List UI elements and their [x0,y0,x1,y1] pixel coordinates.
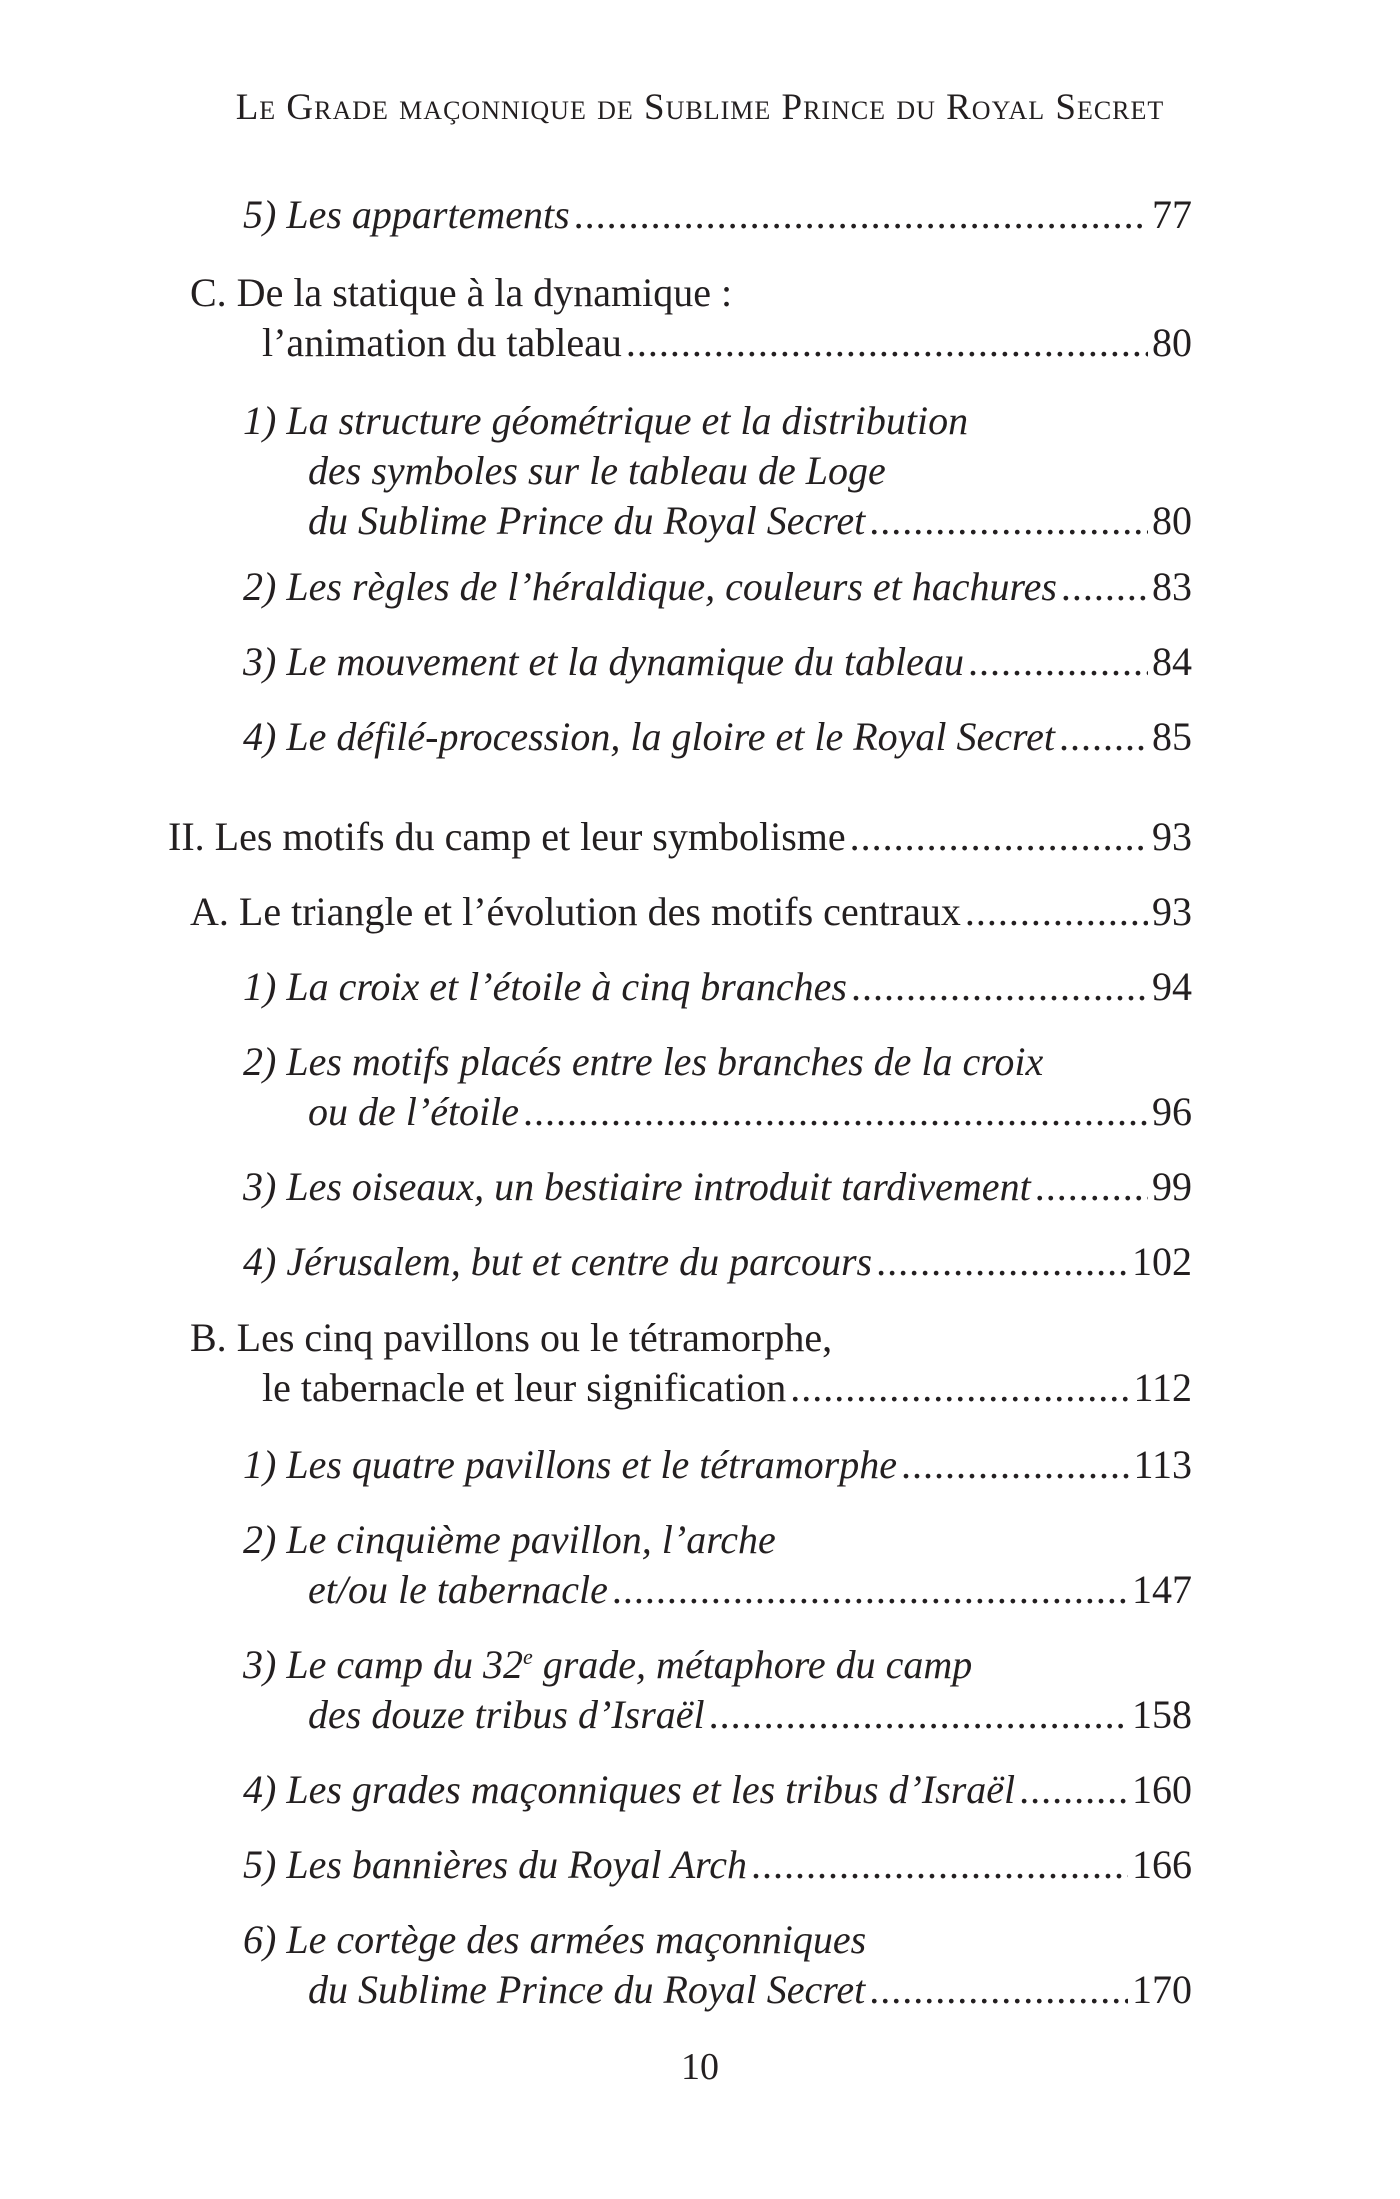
toc-entry-title: 1) La croix et l’étoile à cinq branches [243,964,847,1009]
dot-leader [869,496,1148,546]
toc-entry-line [243,1915,866,1965]
toc-entry-title: 3) Le mouvement et la dynamique du tableau [243,639,964,684]
toc-page-number: 96 [1152,1089,1192,1134]
dot-leader [709,1690,1128,1740]
toc-entry-title: du Sublime Prince du Royal Secret [308,1967,866,2012]
toc-entry-title: 4) Le défilé-procession, la gloire et le Royal Secret [243,714,1055,759]
running-header: Le Grade maçonnique de Sublime Prince du Royal Secret [235,87,1165,128]
toc-page-number: 160 [1132,1767,1192,1812]
toc-entry-title-rest: grade, métaphore du camp [532,1642,973,1687]
toc-entry-title: du Sublime Prince du Royal Secret [308,498,866,543]
toc-page-number: 80 [1152,320,1192,365]
page-number: 10 [681,2046,719,2088]
toc-entry-line [190,268,732,318]
toc-entry-title: A. Le triangle et l’évolution des motifs centraux [190,889,961,934]
toc-entry-title: 5) Les appartements [243,192,570,237]
toc-entry-line [243,396,968,446]
toc-entry-title: 4) Jérusalem, but et centre du parcours [243,1239,873,1284]
toc-page-number: 93 [1152,889,1192,934]
toc-entry-line [243,1037,1043,1087]
toc-entry-title: B. Les cinq pavillons ou le tétramorphe, [190,1315,833,1360]
dot-leader [751,1840,1128,1890]
toc-page-number: 84 [1152,639,1192,684]
dot-leader [968,637,1148,687]
dot-leader [1035,1162,1148,1212]
toc-page-number: 158 [1132,1692,1192,1737]
toc-entry-title: 6) Le cortège des armées maçonniques [243,1917,867,1962]
toc-entry-line [243,1237,1192,1287]
toc-entry-line [308,1087,1192,1137]
toc-page-number: 85 [1152,714,1192,759]
superscript: e [522,1644,533,1669]
toc-entry-line [243,962,1192,1012]
toc-entry-title: 4) Les grades maçonniques et les tribus d’Israël [243,1767,1016,1812]
toc-entry-line [243,190,1192,240]
toc-entry-line [243,1515,776,1565]
toc-entry-title: ou de l’étoile [308,1089,520,1134]
toc-page-number: 170 [1132,1967,1192,2012]
toc-page-number: 80 [1152,498,1192,543]
toc-page-number: 83 [1152,564,1192,609]
dot-leader [1059,712,1148,762]
dot-leader [901,1440,1130,1490]
toc-page-number: 77 [1152,192,1192,237]
dot-leader [574,190,1148,240]
toc-entry-line [308,496,1192,546]
toc-entry-line [190,887,1192,937]
toc-entry-line [262,318,1192,368]
toc-entry-title: C. De la statique à la dynamique : [190,270,733,315]
dot-leader [612,1565,1128,1615]
dot-leader [851,962,1148,1012]
toc-entry-title: l’animation du tableau [262,320,622,365]
toc-page-number: 166 [1132,1842,1192,1887]
dot-leader [965,887,1148,937]
toc-entry-line [308,1690,1192,1740]
toc-entry-title: 1) Les quatre pavillons et le tétramorphe [243,1442,897,1487]
toc-entry-line [308,1965,1192,2015]
toc-entry-line [243,712,1192,762]
toc-entry-line [308,1565,1192,1615]
toc-entry-line [190,1313,832,1363]
toc-entry-title: des douze tribus d’Israël [308,1692,705,1737]
dot-leader [876,1237,1128,1287]
toc-entry-title: 2) Les règles de l’héraldique, couleurs et hachures [243,564,1057,609]
toc-page-number: 99 [1152,1164,1192,1209]
toc-entry-title: 3) Le camp du 32 [243,1642,523,1687]
toc-page-number: 113 [1133,1442,1192,1487]
toc-page-number: 102 [1132,1239,1192,1284]
toc-entry-title: des symboles sur le tableau de Loge [308,448,886,493]
toc-page-number: 93 [1152,814,1192,859]
dot-leader [1061,562,1148,612]
toc-page-number: 147 [1132,1567,1192,1612]
dot-leader [850,812,1148,862]
toc-entry-line [243,637,1192,687]
toc-page-number: 112 [1133,1365,1192,1410]
toc-entry-title: 5) Les bannières du Royal Arch [243,1842,748,1887]
toc-entry-line [243,1440,1192,1490]
toc-entry-line [308,446,886,496]
toc-entry-line [262,1363,1192,1413]
toc-entry-title: 1) La structure géométrique et la distribution [243,398,969,443]
toc-entry-line [243,1640,972,1690]
toc-entry-title: 2) Le cinquième pavillon, l’arche [243,1517,776,1562]
toc-entry-line [243,1162,1192,1212]
dot-leader [790,1363,1129,1413]
toc-entry-line [243,1840,1192,1890]
toc-entry-title: le tabernacle et leur signification [262,1365,787,1410]
toc-entry-title: 2) Les motifs placés entre les branches de la croix [243,1039,1044,1084]
toc-entry-title: 3) Les oiseaux, un bestiaire introduit tardivement [243,1164,1031,1209]
dot-leader [869,1965,1128,2015]
dot-leader [626,318,1148,368]
dot-leader [523,1087,1148,1137]
toc-entry-line [168,812,1192,862]
toc-page-number: 94 [1152,964,1192,1009]
toc-entry-title: II. Les motifs du camp et leur symbolisme [168,814,846,859]
dot-leader [1019,1765,1128,1815]
toc-entry-line [243,562,1192,612]
toc-entry-line [243,1765,1192,1815]
toc-entry-title: et/ou le tabernacle [308,1567,608,1612]
